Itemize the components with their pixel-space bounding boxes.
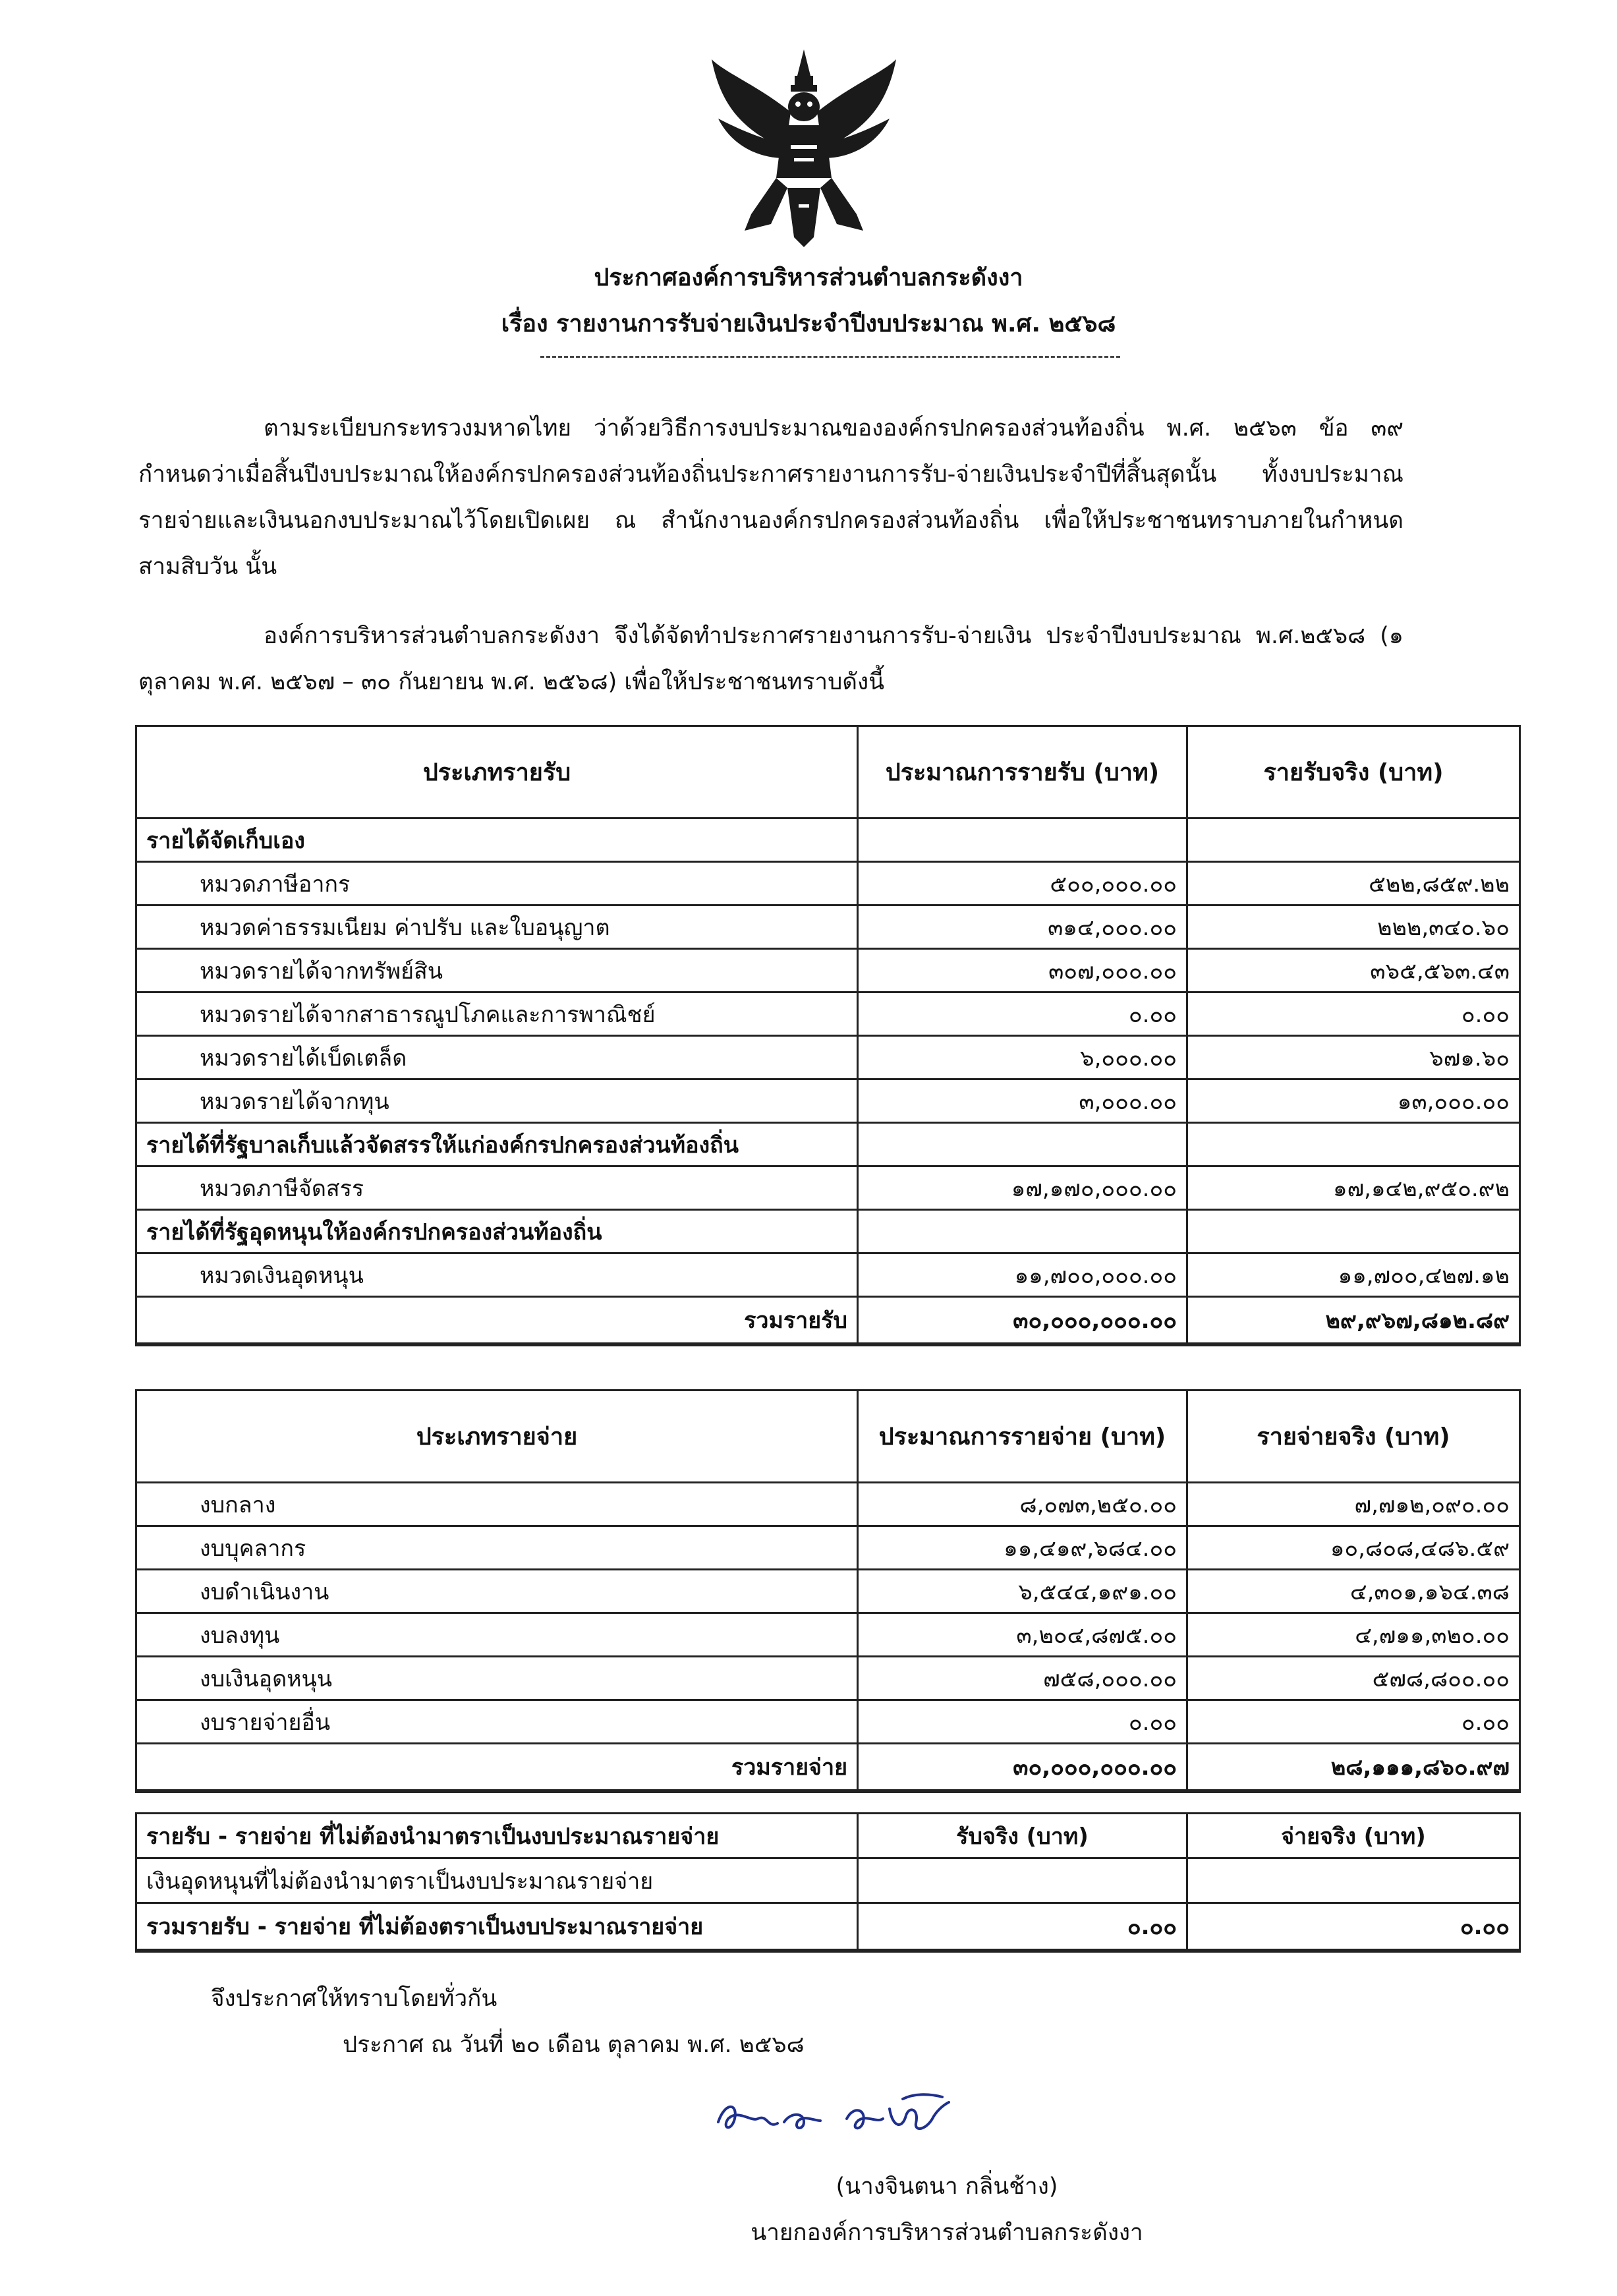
row-estimate: ๑๑,๗๐๐,๐๐๐.๐๐ [858, 1253, 1187, 1297]
divider [540, 356, 1120, 358]
row-actual: ๑๓,๐๐๐.๐๐ [1187, 1079, 1520, 1123]
row-actual: ๒๒๒,๓๔๐.๖๐ [1187, 905, 1520, 949]
group-row [136, 1210, 1520, 1253]
row-paid [1187, 1858, 1520, 1903]
total-received: ๐.๐๐ [858, 1903, 1187, 1951]
row-actual: ๔,๓๐๑,๑๖๔.๓๘ [1187, 1570, 1520, 1613]
table-row [136, 862, 1520, 905]
row-estimate: ๑๗,๑๗๐,๐๐๐.๐๐ [858, 1166, 1187, 1210]
table-row [136, 1036, 1520, 1079]
signature-icon [705, 2082, 969, 2155]
signer-title: นายกองค์การบริหารส่วนตำบลกระดังงา [751, 2220, 1143, 2246]
table-row [136, 1858, 1520, 1903]
row-estimate: ๑๑,๔๑๙,๖๘๔.๐๐ [858, 1526, 1187, 1570]
signer-name: (นางจินตนา กลิ่นช้าง) [836, 2173, 1058, 2200]
group-label: รายได้จัดเก็บเอง [136, 818, 858, 862]
table-row [136, 905, 1520, 949]
row-estimate: ๗๕๘,๐๐๐.๐๐ [858, 1657, 1187, 1700]
expense-table [135, 1389, 1521, 1793]
total-paid: ๐.๐๐ [1187, 1903, 1520, 1951]
total-label: รวมรายจ่าย [136, 1744, 858, 1791]
row-actual: ๑๗,๑๔๒,๙๕๐.๙๒ [1187, 1166, 1520, 1210]
row-received [858, 1858, 1187, 1903]
header-offbudget-type: รายรับ - รายจ่าย ที่ไม่ต้องนำมาตราเป็นงบประมาณรายจ่าย [136, 1814, 858, 1858]
total-row [136, 1744, 1520, 1791]
header-income-estimate: ประมาณการรายรับ (บาท) [858, 726, 1187, 818]
row-label: เงินอุดหนุนที่ไม่ต้องนำมาตราเป็นงบประมาณรายจ่าย [136, 1858, 858, 1903]
row-estimate: ๐.๐๐ [858, 992, 1187, 1036]
row-estimate: ๖,๕๔๔,๑๙๑.๐๐ [858, 1570, 1187, 1613]
row-label: งบเงินอุดหนุน [136, 1657, 858, 1700]
row-estimate: ๖,๐๐๐.๐๐ [858, 1036, 1187, 1079]
row-estimate: ๓,๐๐๐.๐๐ [858, 1079, 1187, 1123]
paragraph-report [138, 613, 1404, 705]
total-actual: ๒๙,๙๖๗,๘๑๒.๘๙ [1187, 1297, 1520, 1344]
header-expense-estimate: ประมาณการรายจ่าย (บาท) [858, 1391, 1187, 1483]
offbudget-table [135, 1812, 1521, 1953]
row-label: หมวดรายได้เบ็ดเตล็ด [136, 1036, 858, 1079]
header-offbudget-paid: จ่ายจริง (บาท) [1187, 1814, 1520, 1858]
row-label: หมวดรายได้จากทรัพย์สิน [136, 949, 858, 992]
row-estimate: ๘,๐๗๓,๒๕๐.๐๐ [858, 1483, 1187, 1526]
total-estimate: ๓๐,๐๐๐,๐๐๐.๐๐ [858, 1744, 1187, 1791]
header-income-type: ประเภทรายรับ [136, 726, 858, 818]
row-actual: ๑๑,๗๐๐,๔๒๗.๑๒ [1187, 1253, 1520, 1297]
row-actual: ๕๒๒,๘๕๙.๒๒ [1187, 862, 1520, 905]
row-label: หมวดภาษีจัดสรร [136, 1166, 858, 1210]
group-row [136, 818, 1520, 862]
paragraph-report-text: องค์การบริหารส่วนตำบลกระดังงา จึงได้จัดทำประกาศรายงานการรับ-จ่ายเงิน ประจำปีงบประมาณ พ.ศ.๒๕๖๘ (๑ ตุลาคม พ.ศ. ๒๕๖๗ – ๓๐ กันยายน พ.ศ. ๒๕๖๘) เพื่อให้ประชาชนทราบดังนี้ [138, 623, 1404, 695]
table-row [136, 1166, 1520, 1210]
table-row [136, 992, 1520, 1036]
announcement-subject: เรื่อง รายงานการรับจ่ายเงินประจำปีงบประมาณ พ.ศ. ๒๕๖๘ [501, 310, 1116, 337]
row-estimate: ๐.๐๐ [858, 1700, 1187, 1744]
closing-announcement: จึงประกาศให้ทราบโดยทั่วกัน [211, 1986, 497, 2012]
row-label: งบลงทุน [136, 1613, 858, 1657]
total-label: รวมรายรับ - รายจ่าย ที่ไม่ต้องตราเป็นงบประมาณรายจ่าย [136, 1903, 858, 1951]
table-header-row [136, 1814, 1520, 1858]
header-income-actual: รายรับจริง (บาท) [1187, 726, 1520, 818]
table-row [136, 1613, 1520, 1657]
table-row [136, 1079, 1520, 1123]
row-label: หมวดค่าธรรมเนียม ค่าปรับ และใบอนุญาต [136, 905, 858, 949]
row-label: งบรายจ่ายอื่น [136, 1700, 858, 1744]
row-label: งบบุคลากร [136, 1526, 858, 1570]
table-row [136, 1526, 1520, 1570]
header-offbudget-received: รับจริง (บาท) [858, 1814, 1187, 1858]
row-actual: ๗,๗๑๒,๐๙๐.๐๐ [1187, 1483, 1520, 1526]
table-row [136, 1483, 1520, 1526]
table-header-row [136, 726, 1520, 818]
row-estimate: ๓๐๗,๐๐๐.๐๐ [858, 949, 1187, 992]
row-actual: ๖๗๑.๖๐ [1187, 1036, 1520, 1079]
garuda-emblem-icon [705, 46, 903, 250]
row-estimate: ๓๑๔,๐๐๐.๐๐ [858, 905, 1187, 949]
row-actual: ๓๖๕,๕๖๓.๔๓ [1187, 949, 1520, 992]
row-label: หมวดรายได้จากสาธารณูปโภคและการพาณิชย์ [136, 992, 858, 1036]
total-label: รวมรายรับ [136, 1297, 858, 1344]
row-actual: ๔,๗๑๑,๓๒๐.๐๐ [1187, 1613, 1520, 1657]
header-expense-type: ประเภทรายจ่าย [136, 1391, 858, 1483]
paragraph-regulation-text: ตามระเบียบกระทรวงมหาดไทย ว่าด้วยวิธีการงบประมาณขององค์กรปกครองส่วนท้องถิ่น พ.ศ. ๒๕๖๓ ข้อ ๓๙ กำหนดว่าเมื่อสิ้นปีงบประมาณให้องค์กรปกครองส่วนท้องถิ่นประกาศรายงานการรับ-จ่ายเงินประจำปีที่สิ้นสุดนั้น ทั้งงบประมาณรายจ่ายและเงินนอกงบประมาณไว้โดยเปิดเผย ณ สำนักงานองค์กรปกครองส่วนท้องถิ่น เพื่อให้ประชาชนทราบภายในกำหนดสามสิบวัน นั้น [138, 415, 1404, 580]
table-row [136, 949, 1520, 992]
row-estimate: ๕๐๐,๐๐๐.๐๐ [858, 862, 1187, 905]
group-label: รายได้ที่รัฐอุดหนุนให้องค์กรปกครองส่วนท้องถิ่น [136, 1210, 858, 1253]
table-row [136, 1570, 1520, 1613]
total-estimate: ๓๐,๐๐๐,๐๐๐.๐๐ [858, 1297, 1187, 1344]
table-row [136, 1657, 1520, 1700]
group-row [136, 1123, 1520, 1166]
announcement-date: ประกาศ ณ วันที่ ๒๐ เดือน ตุลาคม พ.ศ. ๒๕๖๘ [343, 2032, 805, 2058]
table-row [136, 1253, 1520, 1297]
row-estimate: ๓,๒๐๔,๘๗๕.๐๐ [858, 1613, 1187, 1657]
row-label: งบกลาง [136, 1483, 858, 1526]
row-actual: ๐.๐๐ [1187, 992, 1520, 1036]
row-label: หมวดภาษีอากร [136, 862, 858, 905]
paragraph-regulation [138, 405, 1404, 590]
table-header-row [136, 1391, 1520, 1483]
header-expense-actual: รายจ่ายจริง (บาท) [1187, 1391, 1520, 1483]
row-actual: ๐.๐๐ [1187, 1700, 1520, 1744]
row-actual: ๕๗๘,๘๐๐.๐๐ [1187, 1657, 1520, 1700]
row-label: งบดำเนินงาน [136, 1570, 858, 1613]
table-row [136, 1700, 1520, 1744]
total-row [136, 1903, 1520, 1951]
row-label: หมวดรายได้จากทุน [136, 1079, 858, 1123]
announcement-title: ประกาศองค์การบริหารส่วนตำบลกระดังงา [594, 264, 1023, 291]
row-label: หมวดเงินอุดหนุน [136, 1253, 858, 1297]
total-row [136, 1297, 1520, 1344]
row-actual: ๑๐,๘๐๘,๔๘๖.๕๙ [1187, 1526, 1520, 1570]
total-actual: ๒๘,๑๑๑,๘๖๐.๙๗ [1187, 1744, 1520, 1791]
group-label: รายได้ที่รัฐบาลเก็บแล้วจัดสรรให้แก่องค์กรปกครองส่วนท้องถิ่น [136, 1123, 858, 1166]
income-table [135, 725, 1521, 1346]
